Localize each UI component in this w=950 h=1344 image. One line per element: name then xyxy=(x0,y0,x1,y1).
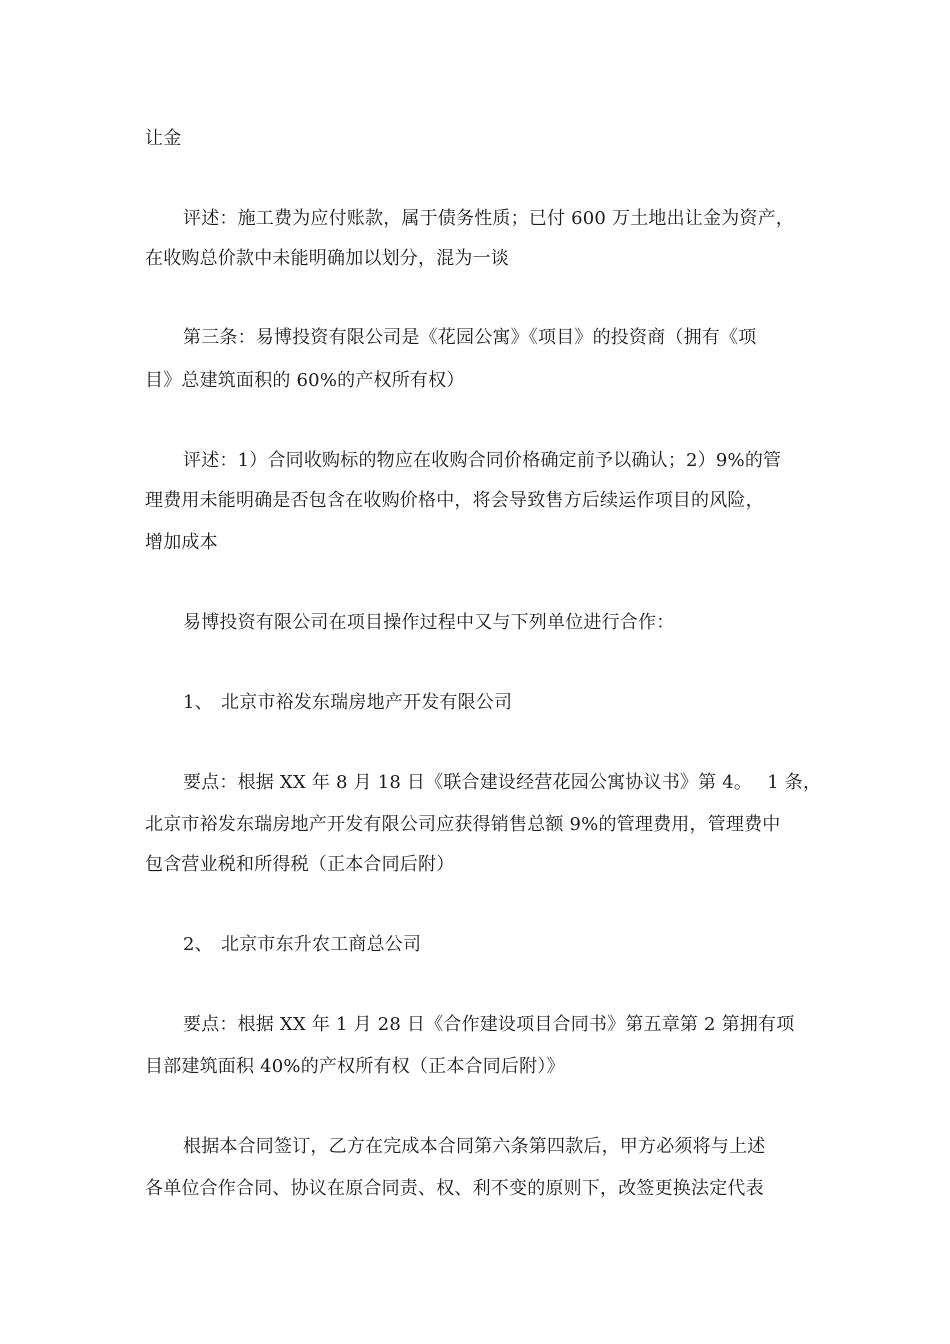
paragraph-line: 目部建筑面积 40%的产权所有权（正本合同后附）》 xyxy=(145,1056,565,1077)
paragraph-line: 第三条：易博投资有限公司是《花园公寓》《项目》的投资商（拥有《项 xyxy=(183,327,757,348)
paragraph-line: 各单位合作合同、协议在原合同责、权、利不变的原则下，改签更换法定代表 xyxy=(145,1178,764,1199)
paragraph-line: 评述：施工费为应付账款，属于债务性质；已付 600 万土地出让金为资产， xyxy=(183,208,794,229)
paragraph-line: 增加成本 xyxy=(145,532,218,553)
list-number: 2、 xyxy=(183,934,213,955)
paragraph-line: 理费用未能明确是否包含在收购价格中，将会导致售方后续运作项目的风险， xyxy=(145,490,764,511)
paragraph-line: 要点：根据 XX 年 1 月 28 日《合作建设项目合同书》第五章第 2 第拥有项 xyxy=(183,1014,795,1035)
paragraph-line: 根据本合同签订，乙方在完成本合同第六条第四款后，甲方必须将与上述 xyxy=(183,1136,766,1157)
paragraph-line: 包含营业税和所得税（正本合同后附） xyxy=(145,854,455,875)
paragraph-line: 北京市裕发东瑞房地产开发有限公司应获得销售总额 9%的管理费用，管理费中 xyxy=(145,814,781,835)
paragraph-line: 易博投资有限公司在项目操作过程中又与下列单位进行合作： xyxy=(183,612,675,633)
list-item-text: 北京市东升农工商总公司 xyxy=(221,934,422,955)
paragraph-line: 评述：1）合同收购标的物应在收购合同价格确定前予以确认；2）9%的管 xyxy=(183,450,782,471)
paragraph-line: 目》总建筑面积的 60%的产权所有权） xyxy=(145,370,465,391)
paragraph-line: 在收购总价款中未能明确加以划分，混为一谈 xyxy=(145,248,509,269)
list-item-text: 北京市裕发东瑞房地产开发有限公司 xyxy=(221,692,513,713)
paragraph-line: 要点：根据 XX 年 8 月 18 日《联合建设经营花园公寓协议书》第 4。 1 条， xyxy=(183,772,822,793)
paragraph-line: 让金 xyxy=(145,128,182,149)
list-number: 1、 xyxy=(183,692,213,713)
